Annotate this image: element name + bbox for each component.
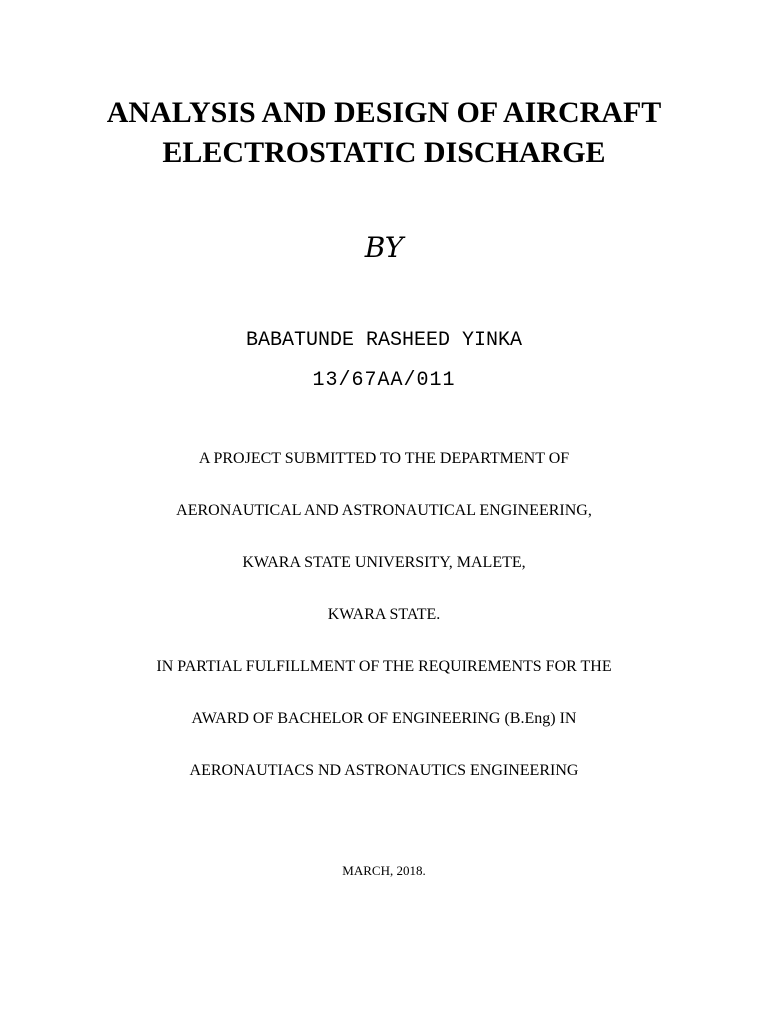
author-name: BABATUNDE RASHEED YINKA <box>245 329 523 352</box>
document-title <box>0 93 768 173</box>
submission-line-4: KWARA STATE. <box>327 606 441 623</box>
title-line-2: ELECTROSTATIC DISCHARGE <box>162 136 606 169</box>
submission-line-6: AWARD OF BACHELOR OF ENGINEERING (B.Eng) IN <box>191 710 577 727</box>
submission-line-7: AERONAUTIACS ND ASTRONAUTICS ENGINEERING <box>189 762 579 779</box>
submission-line-5: IN PARTIAL FULFILLMENT OF THE REQUIREMENTS FOR THE <box>156 658 612 675</box>
submission-line-3: KWARA STATE UNIVERSITY, MALETE, <box>242 554 526 571</box>
submission-date: MARCH, 2018. <box>342 863 426 878</box>
submission-line-1: A PROJECT SUBMITTED TO THE DEPARTMENT OF <box>198 450 570 467</box>
by-label: BY <box>364 231 404 264</box>
submission-line-2: AERONAUTICAL AND ASTRONAUTICAL ENGINEERING, <box>176 502 592 519</box>
registration-number: 13/67AA/011 <box>312 369 456 392</box>
title-line-1: ANALYSIS AND DESIGN OF AIRCRAFT <box>106 96 662 129</box>
